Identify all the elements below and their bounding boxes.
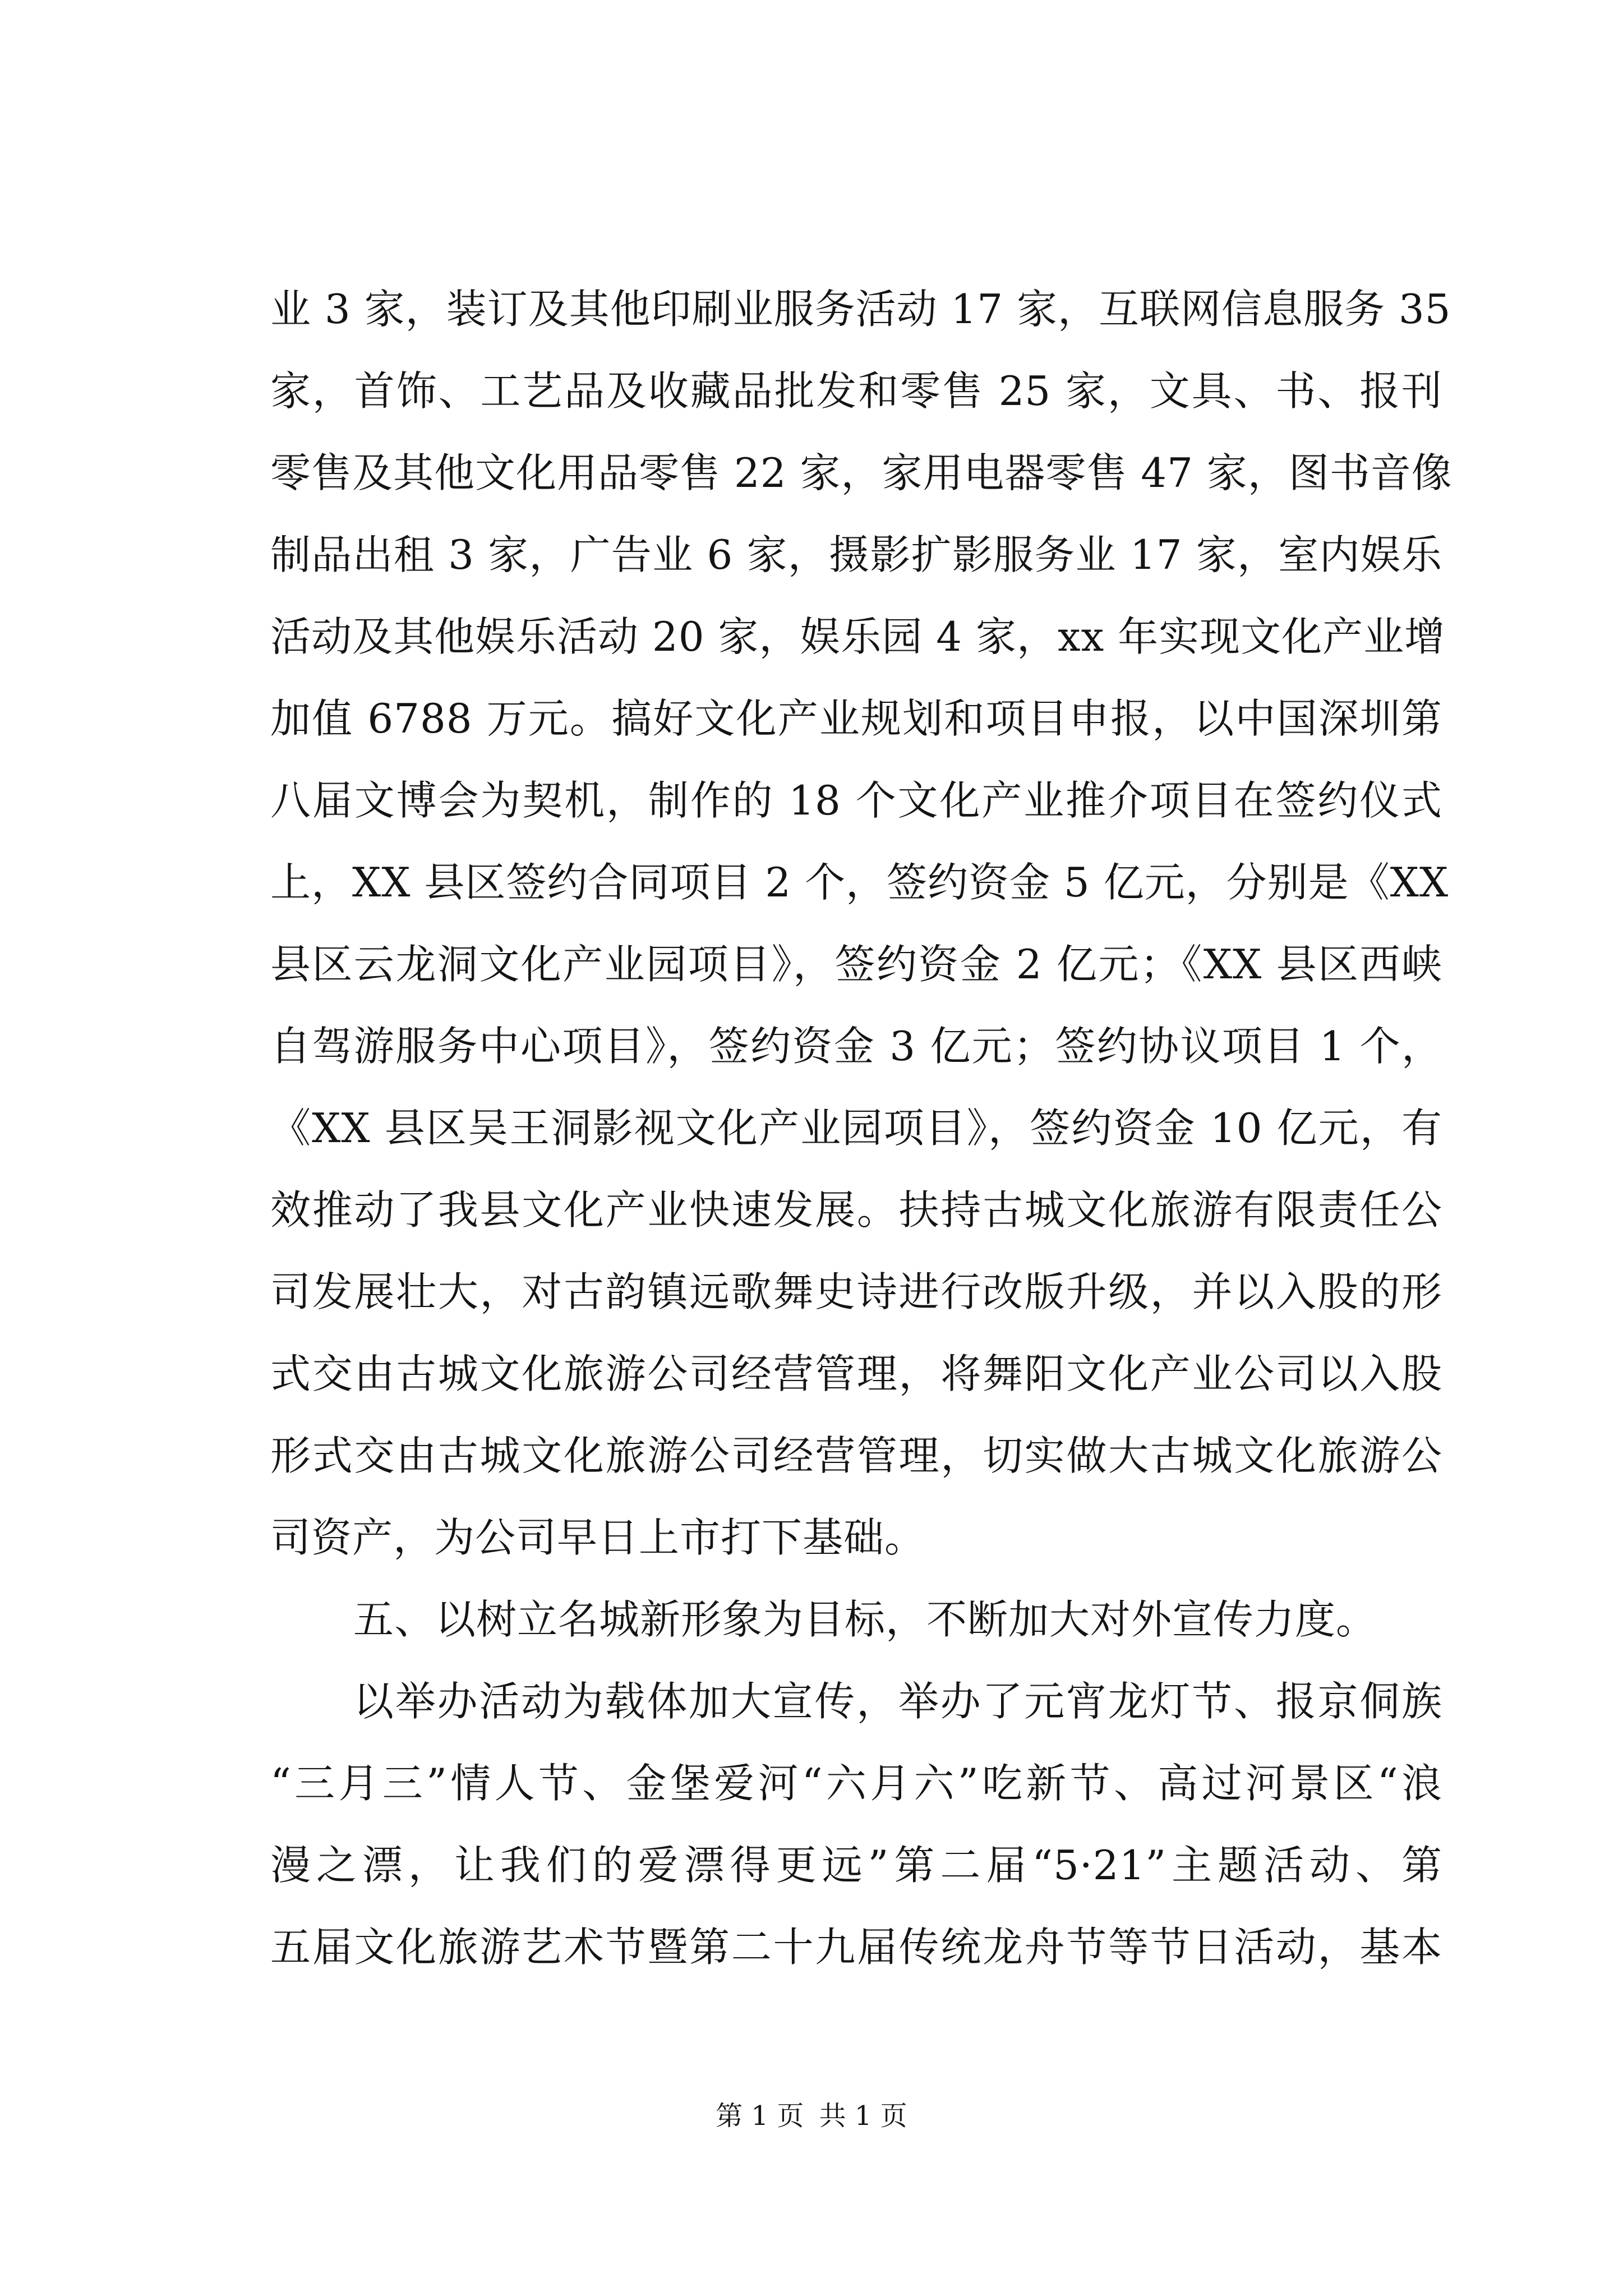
text-line: 五届文化旅游艺术节暨第二十九届传统龙舟节等节日活动，基本 xyxy=(270,1924,1442,1971)
text-line-paragraph-end: 司资产，为公司早日上市打下基础。 xyxy=(270,1514,926,1561)
text-line: 式交由古城文化旅游公司经营管理，将舞阳文化产业公司以入股 xyxy=(270,1350,1442,1397)
text-line: 制品出租 3 家，广告业 6 家，摄影扩影服务业 17 家，室内娱乐 xyxy=(270,531,1442,578)
page-footer xyxy=(0,2098,1623,2134)
section-heading: 五、以树立名城新形象为目标，不断加大对外宣传力度。 xyxy=(353,1596,1377,1643)
text-line: “三月三”情人节、金堡爱河“六月六”吃新节、高过河景区“浪 xyxy=(270,1760,1442,1807)
page-total: 共 1 页 xyxy=(819,2100,907,2132)
text-line: 效推动了我县文化产业快速发展。扶持古城文化旅游有限责任公 xyxy=(270,1186,1442,1234)
text-line: 活动及其他娱乐活动 20 家，娱乐园 4 家，xx 年实现文化产业增 xyxy=(270,613,1446,660)
text-line: 漫之漂，让我们的爱漂得更远”第二届“5·21”主题活动、第 xyxy=(270,1842,1442,1889)
text-line: 家，首饰、工艺品及收藏品批发和零售 25 家，文具、书、报刊 xyxy=(270,367,1442,415)
text-line: 县区云龙洞文化产业园项目》，签约资金 2 亿元；《XX 县区西峡 xyxy=(270,941,1442,988)
text-line: 八届文博会为契机，制作的 18 个文化产业推介项目在签约仪式 xyxy=(270,777,1442,824)
text-line: 自驾游服务中心项目》，签约资金 3 亿元；签约协议项目 1 个， xyxy=(270,1023,1442,1070)
document-body xyxy=(270,268,1453,1988)
text-line: 《XX 县区吴王洞影视文化产业园项目》，签约资金 10 亿元，有 xyxy=(270,1105,1442,1152)
text-line: 上，XX 县区签约合同项目 2 个，签约资金 5 亿元，分别是《XX xyxy=(270,859,1449,906)
text-line: 加值 6788 万元。搞好文化产业规划和项目申报，以中国深圳第 xyxy=(270,695,1442,742)
text-line: 零售及其他文化用品零售 22 家，家用电器零售 47 家，图书音像 xyxy=(270,449,1453,496)
text-line: 形式交由古城文化旅游公司经营管理，切实做大古城文化旅游公 xyxy=(270,1432,1442,1479)
text-line: 业 3 家，装订及其他印刷业服务活动 17 家，互联网信息服务 35 xyxy=(270,286,1451,333)
page-number: 第 1 页 xyxy=(716,2100,804,2132)
paragraph-first-line: 以举办活动为载体加大宣传，举办了元宵龙灯节、报京侗族 xyxy=(353,1678,1442,1725)
text-line: 司发展壮大，对古韵镇远歌舞史诗进行改版升级，并以入股的形 xyxy=(270,1268,1442,1315)
